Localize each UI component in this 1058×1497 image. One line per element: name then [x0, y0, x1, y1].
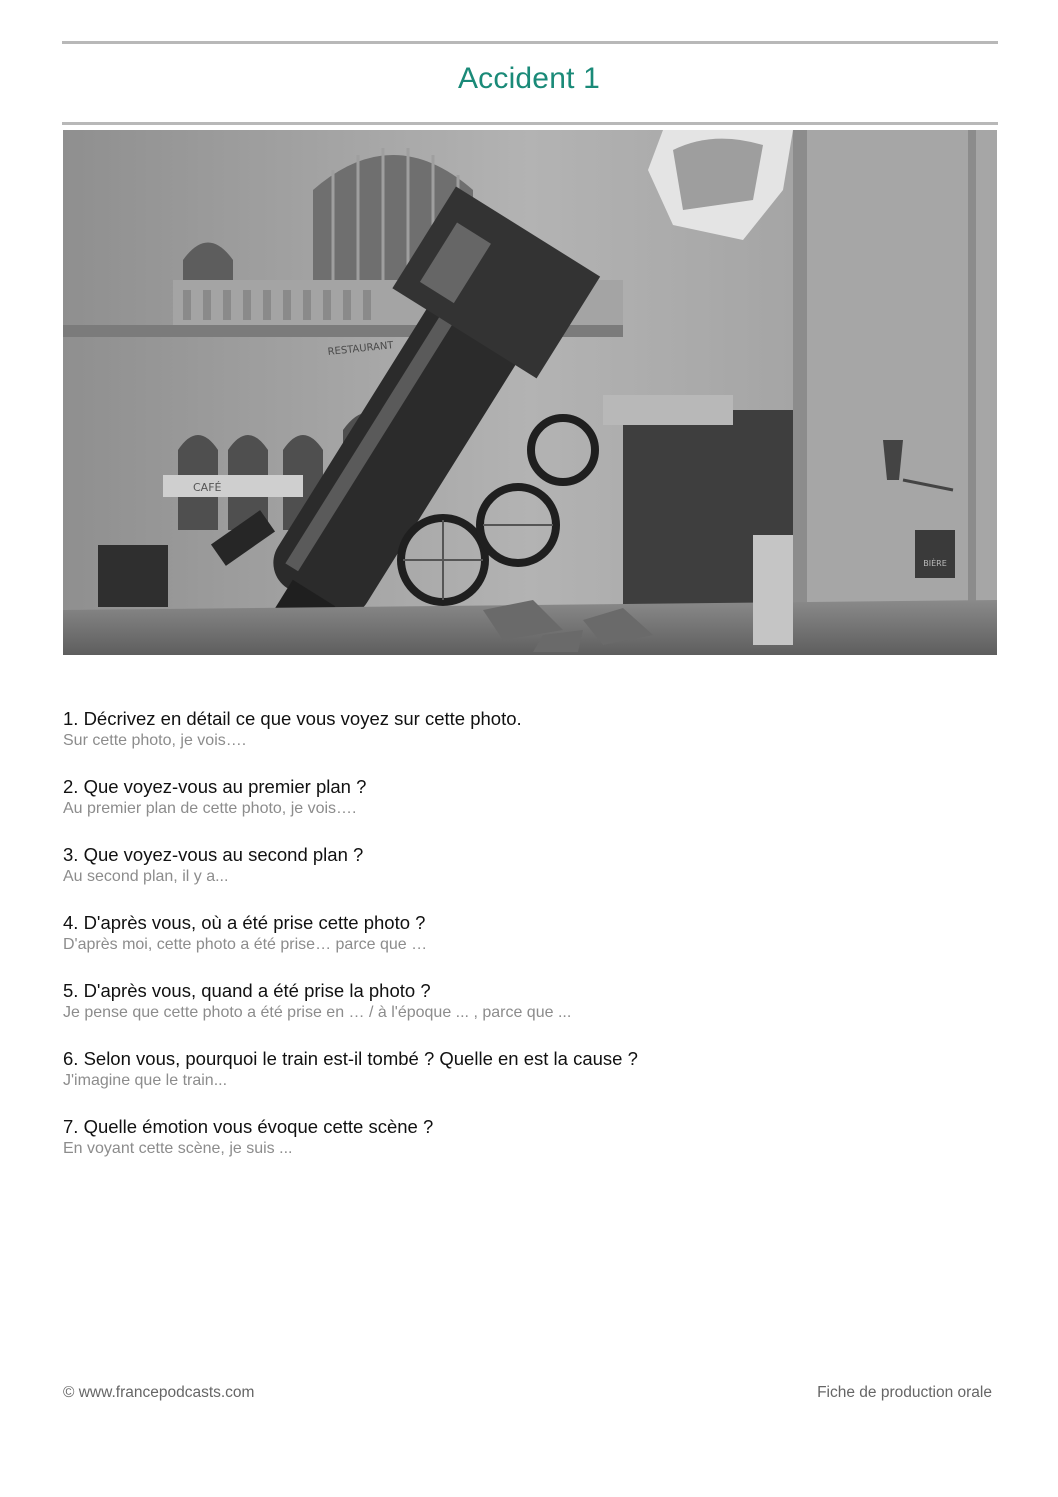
answer-hint: Je pense que cette photo a été prise en … / à l'époque ... , parce que ...: [63, 1004, 572, 1021]
answer-hint: Au premier plan de cette photo, je vois….: [63, 800, 357, 817]
answer-hint: Sur cette photo, je vois….: [63, 732, 247, 749]
photo-train-crash-icon: [63, 130, 997, 655]
question-item: [63, 979, 993, 1047]
questions-list: [63, 707, 993, 1183]
question-item: [63, 775, 993, 843]
page-title: Accident 1: [457, 62, 601, 95]
answer-hint: Au second plan, il y a...: [63, 868, 229, 885]
question-text: 2. Que voyez-vous au premier plan ?: [63, 776, 367, 797]
footer-document-type: Fiche de production orale: [817, 1384, 992, 1401]
question-item: [63, 911, 993, 979]
question-text: 5. D'après vous, quand a été prise la photo ?: [63, 980, 431, 1001]
top-divider: [62, 41, 998, 44]
answer-hint: En voyant cette scène, je suis ...: [63, 1140, 293, 1157]
question-text: 4. D'après vous, où a été prise cette photo ?: [63, 912, 426, 933]
train-crash-photo: [63, 130, 997, 655]
question-text: 6. Selon vous, pourquoi le train est-il tombé ? Quelle en est la cause ?: [63, 1048, 638, 1069]
question-item: [63, 843, 993, 911]
answer-hint: J'imagine que le train...: [63, 1072, 228, 1089]
question-text: 3. Que voyez-vous au second plan ?: [63, 844, 364, 865]
question-item: [63, 1115, 993, 1183]
footer-copyright-link[interactable]: © www.francepodcasts.com: [63, 1384, 255, 1401]
question-text: 1. Décrivez en détail ce que vous voyez sur cette photo.: [63, 708, 522, 729]
cafe-sign: CAFÉ: [193, 481, 222, 494]
title-divider: [62, 122, 998, 125]
question-item: [63, 1047, 993, 1115]
biere-sign: BIÈRE: [923, 559, 947, 568]
answer-hint: D'après moi, cette photo a été prise… parce que …: [63, 936, 428, 953]
restaurant-sign: RESTAURANT: [327, 340, 395, 358]
question-text: 7. Quelle émotion vous évoque cette scène ?: [63, 1116, 434, 1137]
question-item: [63, 707, 993, 775]
